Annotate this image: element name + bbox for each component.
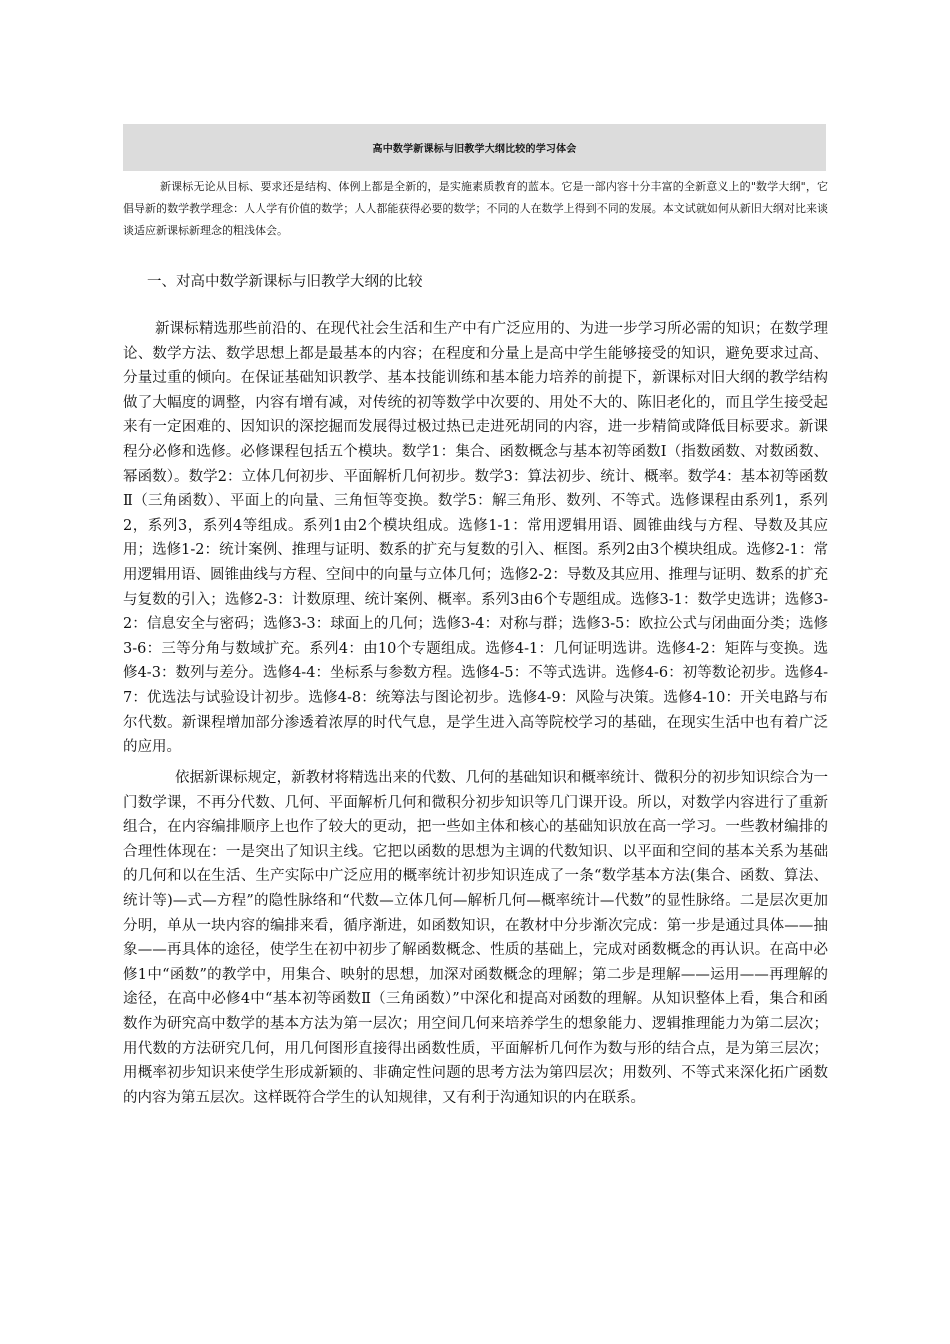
intro-paragraph: 新课标无论从目标、要求还是结构、体例上都是全新的，是实施素质教育的蓝本。它是一部内容十分丰富的全新意义上的"数学大纲"，它倡导新的数学教学理念：人人学有价值的数学；人人都能获得必要的数学；不同的人在数学上得到不同的发展。本文试就如何从新旧大纲对比来谈谈适应新课标新理念的粗浅体会。	[123, 180, 828, 237]
body-paragraph-2: 依据新课标规定，新教材将精选出来的代数、几何的基础知识和概率统计、微积分的初步知识综合为一门数学课，不再分代数、几何、平面解析几何和微积分初步知识等几门课开设。所以，对数学内容进行了重新组合，在内容编排顺序上也作了较大的更动，把一些如主体和核心的基础知识放在高一学习。一些教材编排的合理性体现在：一是突出了知识主线。它把以函数的思想为主调的代数知识、以平面和空间的基本关系为基础的几何和以在生活、生产实际中广泛应用的概率统计初步知识连成了一条“数学基本方法(集合、函数、算法、统计等)—式—方程”的隐性脉络和“代数—立体几何—解析几何—概率统计—代数”的显性脉络。二是层次更加分明，单从一块内容的编排来看，循序渐进，如函数知识，在教材中分步渐次完成：第一步是通过具体——抽象——再具体的途径，使学生在初中初步了解函数概念、性质的基础上，完成对函数概念的再认识。在高中必修1中“函数”的教学中，用集合、映射的思想，加深对函数概念的理解；第二步是理解——运用——再理解的途径，在高中必修4中“基本初等函数Ⅱ（三角函数）”中深化和提高对函数的理解。从知识整体上看，集合和函数作为研究高中数学的基本方法为第一层次；用空间几何来培养学生的想象能力、逻辑推理能力为第二层次；用代数的方法研究几何，用几何图形直接得出函数性质，平面解析几何作为数与形的结合点，是为第三层次；用概率初步知识来使学生形成新颖的、非确定性问题的思考方法为第四层次；用数列、不等式来深化拓广函数的内容为第五层次。这样既符合学生的认知规律，又有利于沟通知识的内在联系。	[123, 770, 828, 1106]
section-heading: 一、对高中数学新课标与旧教学大纲的比较	[147, 274, 423, 290]
document-title: 高中数学新课标与旧教学大纲比较的学习体会	[372, 144, 577, 155]
body-paragraph-1: 新课标精选那些前沿的、在现代社会生活和生产中有广泛应用的、为进一步学习所必需的知识；在数学理论、数学方法、数学思想上都是最基本的内容；在程度和分量上是高中学生能够接受的知识，避免要求过高、分量过重的倾向。在保证基础知识教学、基本技能训练和基本能力培养的前提下，新课标对旧大纲的教学结构做了大幅度的调整，内容有增有减，对传统的初等数学中次要的、用处不大的、陈旧老化的，而且学生接受起来有一定困难的、因知识的深挖掘而发展得过极过热已走进死胡同的内容，进一步精简或降低目标要求。新课程分必修和选修。必修课程包括五个模块。数学1：集合、函数概念与基本初等函数Ⅰ（指数函数、对数函数、幂函数）。数学2：立体几何初步、平面解析几何初步。数学3：算法初步、统计、概率。数学4：基本初等函数Ⅱ（三角函数）、平面上的向量、三角恒等变换。数学5：解三角形、数列、不等式。选修课程由系列1，系列2，系列3，系列4等组成。系列1由2个模块组成。选修1-1：常用逻辑用语、圆锥曲线与方程、导数及其应用；选修1-2：统计案例、推理与证明、数系的扩充与复数的引入、框图。系列2由3个模块组成。选修2-1：常用逻辑用语、圆锥曲线与方程、空间中的向量与立体几何；选修2-2：导数及其应用、推理与证明、数系的扩充与复数的引入；选修2-3：计数原理、统计案例、概率。系列3由6个专题组成。选修3-1：数学史选讲；选修3-2：信息安全与密码；选修3-3：球面上的几何；选修3-4：对称与群；选修3-5：欧拉公式与闭曲面分类；选修3-6：三等分角与数域扩充。系列4：由10个专题组成。选修4-1：几何证明选讲。选修4-2：矩阵与变换。选修4-3：数列与差分。选修4-4：坐标系与参数方程。选修4-5：不等式选讲。选修4-6：初等数论初步。选修4-7：优选法与试验设计初步。选修4-8：统筹法与图论初步。选修4-9：风险与决策。选修4-10：开关电路与布尔代数。新课程增加部分渗透着浓厚的时代气息，是学生进入高等院校学习的基础，在现实生活中也有着广泛的应用。	[123, 321, 828, 756]
title-banner	[123, 124, 826, 171]
